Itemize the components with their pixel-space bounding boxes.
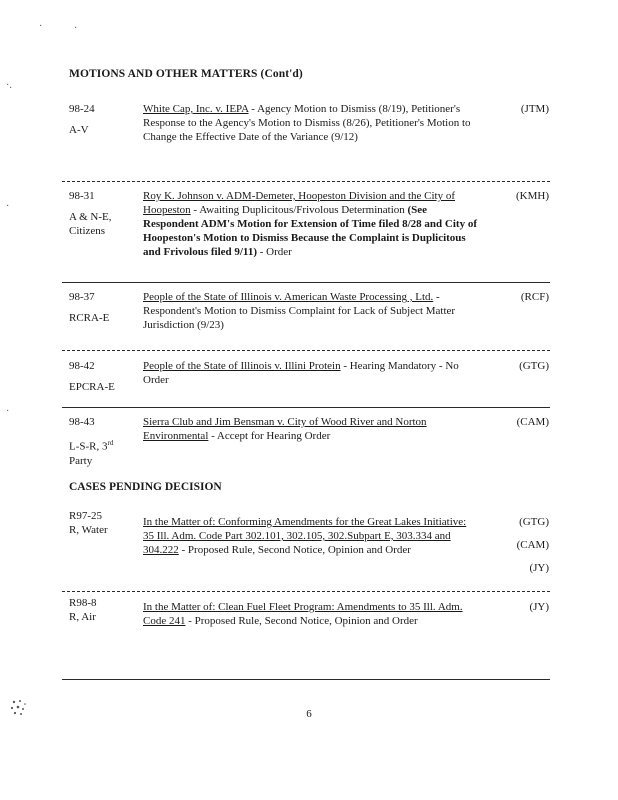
case-title: In the Matter of: Conforming Amendments for the Great Lakes Initiative: 35 Ill. Adm. Code Part 302.101, 302.105, 302.Subpart E, 303.334 and 304.222 xyxy=(143,516,467,556)
case-description xyxy=(143,515,478,557)
judge-initials: (RCF) xyxy=(520,291,549,303)
case-number-cell xyxy=(69,102,139,144)
case-title: In the Matter of: Clean Fuel Fleet Program: Amendments to 35 Ill. Adm. Code 241 xyxy=(143,601,463,627)
judge-initials: (CAM) xyxy=(516,539,549,551)
row-separator xyxy=(62,350,550,351)
section-heading: CASES PENDING DECISION xyxy=(69,481,222,493)
case-description xyxy=(143,189,478,259)
judge-initials: (GTG) xyxy=(519,360,549,372)
judge-initials: (JTM) xyxy=(520,103,549,115)
case-number-cell xyxy=(69,290,139,332)
case-category: A & N-E, Citizens xyxy=(69,211,112,237)
case-description xyxy=(143,600,478,628)
case-category xyxy=(69,436,139,468)
judge-initials: (GTG) xyxy=(519,516,549,528)
page-header: MOTIONS AND OTHER MATTERS (Cont'd) xyxy=(69,68,303,80)
row-separator xyxy=(62,282,550,283)
case-description xyxy=(143,359,478,387)
case-number: R98-8 xyxy=(69,597,97,609)
judge-initials: (JY) xyxy=(529,601,549,613)
scan-speck: · xyxy=(6,406,10,417)
row-separator xyxy=(62,407,550,408)
scan-speck: ·. xyxy=(6,80,12,91)
row-separator xyxy=(62,679,550,680)
case-number-cell xyxy=(69,596,139,631)
case-title: Sierra Club and Jim Bensman v. City of Wood River and Norton Environmental xyxy=(143,416,427,442)
case-text: - Hearing Mandatory - No Order xyxy=(143,360,459,386)
case-number: 98-24 xyxy=(69,103,95,115)
judge-initials: (JY) xyxy=(529,562,549,574)
case-number: R97-25 xyxy=(69,510,102,522)
case-text: - Proposed Rule, Second Notice, Opinion and Order xyxy=(178,544,411,556)
row-separator xyxy=(62,591,550,592)
row-separator xyxy=(62,181,550,182)
case-category-after: Party xyxy=(69,454,93,467)
case-number: 98-43 xyxy=(69,416,95,428)
case-title: People of the State of Illinois v. American Waste Processing , Ltd. xyxy=(143,291,434,303)
case-description xyxy=(143,290,478,332)
case-title: White Cap, Inc. v. IEPA xyxy=(143,103,249,115)
judge-list xyxy=(529,600,549,623)
case-number-cell xyxy=(69,189,139,245)
case-text: - Agency Motion to Dismiss (8/19), Petitioner's Response to the Agency's Motion to Dismiss (8/26), Petitioner's Motion to Change the Effective Date of the Variance (9/12) xyxy=(143,103,471,143)
case-number-cell xyxy=(69,415,139,475)
case-category-sup: rd xyxy=(107,439,114,447)
case-text: - Proposed Rule, Second Notice, Opinion and Order xyxy=(185,615,418,627)
scan-speck: · xyxy=(74,23,78,34)
case-title: Roy K. Johnson v. ADM-Demeter, Hoopeston Division and the City of Hoopeston xyxy=(143,190,456,216)
scan-speck: · xyxy=(39,21,43,32)
case-number: 98-37 xyxy=(69,291,95,303)
case-bold-text: (See Respondent ADM's Motion for Extension of Time filed 8/28 and City of Hoopeston's Motion to Dismiss Because the Complaint is Duplicitous and Frivolous filed 9/11) xyxy=(143,204,477,258)
case-category: RCRA-E xyxy=(69,312,110,324)
judge-list xyxy=(517,515,549,584)
case-description xyxy=(143,102,478,144)
case-category: EPCRA-E xyxy=(69,381,115,393)
case-number-cell xyxy=(69,359,139,401)
case-number: 98-31 xyxy=(69,190,95,202)
case-category: R, Air xyxy=(69,611,96,623)
case-number: 98-42 xyxy=(69,360,95,372)
case-category: A-V xyxy=(69,124,89,136)
case-title: People of the State of Illinois v. Illini Protein xyxy=(143,360,341,372)
page-number: 6 xyxy=(306,708,312,720)
judge-initials: (KMH) xyxy=(516,190,549,202)
case-description xyxy=(143,415,478,443)
case-number-cell xyxy=(69,509,139,544)
scan-speck: · xyxy=(6,201,10,212)
case-text: - Accept for Hearing Order xyxy=(208,430,331,442)
case-text-after: - Order xyxy=(257,246,292,258)
case-text: - Awaiting Duplicitous/Frivolous Determination xyxy=(190,204,408,216)
case-category: R, Water xyxy=(69,524,108,536)
judge-initials: (CAM) xyxy=(516,416,549,428)
case-category-text: L-S-R, 3 xyxy=(69,440,108,453)
case-text: - Respondent's Motion to Dismiss Complaint for Lack of Subject Matter Jurisdiction (9/23) xyxy=(143,291,456,331)
